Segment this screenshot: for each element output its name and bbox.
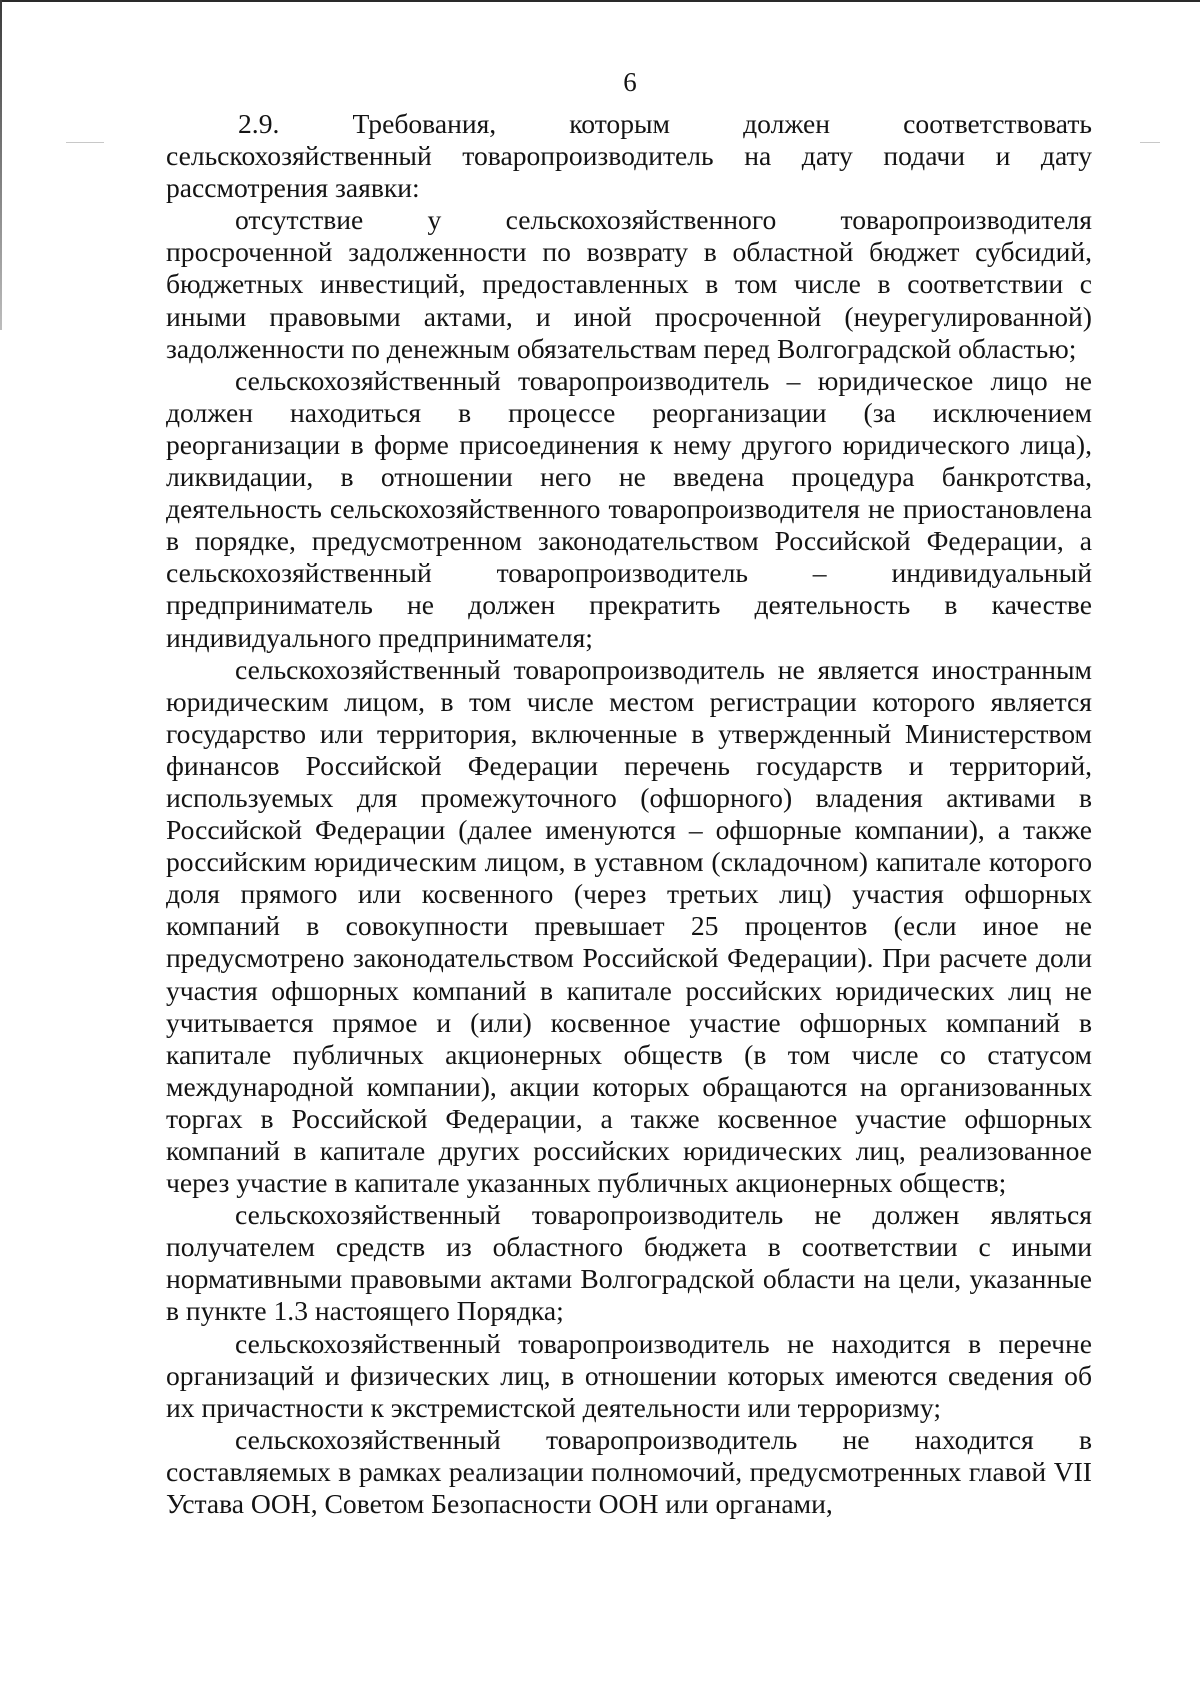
paragraph-offshore: сельскохозяйственный товаропроизводитель не является иностранным юридическим лицом, в том числе местом регистрации которого является государство или территория, включенные в утвержденный Министерством финансов Российской Федерации перечень государств и территорий, используемых для промежуточного (офшорного) владения активами в Российской Федерации (далее именуются – офшорные компании), а также российским юридическим лицом, в уставном (складочном) капитале которого доля прямого или косвенного (через третьих лиц) участия офшорных компаний в совокупности превышает 25 процентов (если иное не предусмотрено законодательством Российской Федерации). При расчете доли участия офшорных компаний в капитале российских юридических лиц не учитывается прямое и (или) косвенное участие офшорных компаний в капитале публичных акционерных обществ (в том числе со статусом международной компании), акции которых обращаются на организованных торгах в Российской Федерации, а также косвенное участие офшорных компаний в капитале других российских юридических лиц, реализованное через участие в капитале указанных публичных акционерных обществ;	[166, 653, 1092, 1199]
paragraph-no-debt: отсутствие у сельскохозяйственного товаропроизводителя просроченной задолженности по возврату в областной бюджет субсидий, бюджетных инвестиций, предоставленных в том числе в соответствии с иными правовыми актами, и иной просроченной (неурегулированной) задолженности по денежным обязательствам перед Волгоградской областью;	[166, 204, 1092, 364]
document-body	[166, 108, 1092, 1520]
scan-speck	[66, 142, 104, 143]
paragraph-extremism-list: сельскохозяйственный товаропроизводитель не находится в перечне организаций и физических лиц, в отношении которых имеются сведения об их причастности к экстремистской деятельности или терроризму;	[166, 1327, 1092, 1423]
paragraph-2-9-heading: 2.9. Требования, которым должен соответствовать сельскохозяйственный товаропроизводитель на дату подачи и дату рассмотрения заявки:	[166, 108, 1092, 204]
paragraph-no-reorganization: сельскохозяйственный товаропроизводитель – юридическое лицо не должен находиться в процессе реорганизации (за исключением реорганизации в форме присоединения к нему другого юридического лица), ликвидации, в отношении него не введена процедура банкротства, деятельность сельскохозяйственного товаропроизводителя не приостановлена в порядке, предусмотренном законодательством Российской Федерации, а сельскохозяйственный товаропроизводитель – индивидуальный предприниматель не должен прекратить деятельность в качестве индивидуального предпринимателя;	[166, 364, 1092, 653]
scan-speck	[1140, 142, 1160, 143]
scan-left-edge	[0, 0, 2, 330]
page-number: 6	[623, 67, 637, 97]
paragraph-un-lists: сельскохозяйственный товаропроизводитель не находится в составляемых в рамках реализации полномочий, предусмотренных главой VII Устава ООН, Советом Безопасности ООН или органами,	[166, 1423, 1092, 1520]
paragraph-other-funds: сельскохозяйственный товаропроизводитель не должен являться получателем средств из областного бюджета в соответствии с иными нормативными правовыми актами Волгоградской области на цели, указанные в пункте 1.3 настоящего Порядка;	[166, 1199, 1092, 1327]
scan-top-edge	[0, 0, 1200, 2]
